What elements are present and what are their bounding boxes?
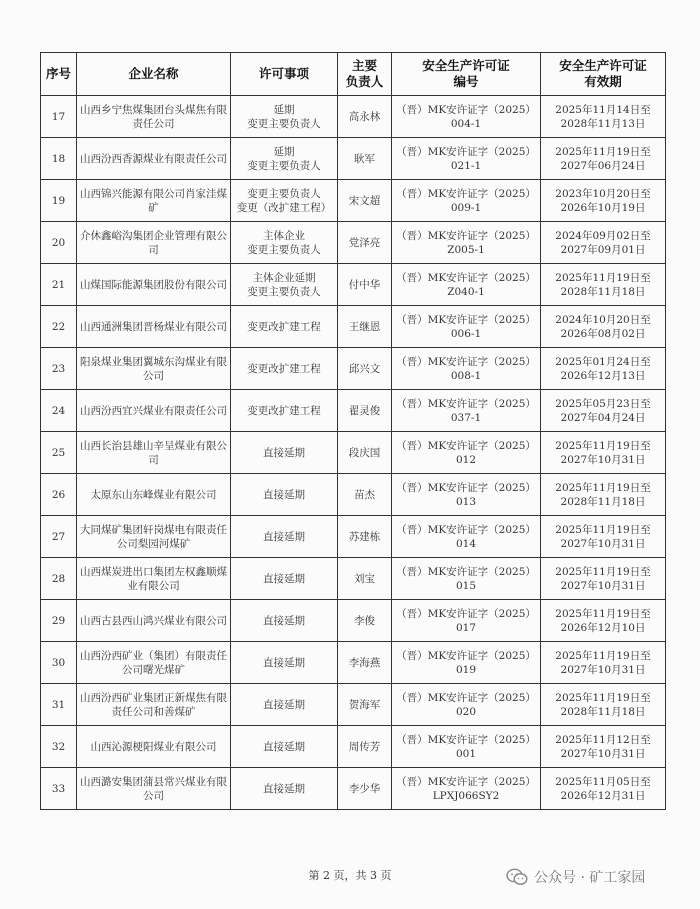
- cell-serial: 27: [41, 516, 77, 558]
- cell-person: 翟灵俊: [338, 390, 392, 432]
- table-row: [41, 264, 666, 306]
- table-row: [41, 222, 666, 264]
- table-row: [41, 642, 666, 684]
- cell-permit-item: 变更主要负责人 变更（改扩建工程）: [231, 180, 338, 222]
- cell-person: 付中华: [338, 264, 392, 306]
- cell-permit-item: 直接延期: [231, 726, 338, 768]
- table-header-row: [41, 53, 666, 96]
- watermark: [506, 867, 645, 887]
- cell-validity: 2025年11月19日至2027年06月24日: [541, 138, 666, 180]
- page-number: 第 2 页，共 3 页: [308, 869, 392, 882]
- cell-validity: 2025年11月19日至2026年12月10日: [541, 600, 666, 642]
- cell-serial: 22: [41, 306, 77, 348]
- table-row: [41, 432, 666, 474]
- cell-person: 苗杰: [338, 474, 392, 516]
- cell-serial: 33: [41, 768, 77, 810]
- cell-company: 太原东山东峰煤业有限公司: [77, 474, 231, 516]
- cell-permit-code: （晋）MK安许证字（2025）013: [392, 474, 541, 516]
- cell-permit-item: 直接延期: [231, 474, 338, 516]
- cell-serial: 25: [41, 432, 77, 474]
- cell-serial: 20: [41, 222, 77, 264]
- cell-serial: 32: [41, 726, 77, 768]
- cell-permit-item: 变更改扩建工程: [231, 390, 338, 432]
- cell-company: 山西乡宁焦煤集团台头煤焦有限责任公司: [77, 96, 231, 138]
- cell-person: 高永林: [338, 96, 392, 138]
- cell-validity: 2023年10月20日至2026年10月19日: [541, 180, 666, 222]
- table-row: [41, 768, 666, 810]
- cell-serial: 19: [41, 180, 77, 222]
- cell-permit-item: 直接延期: [231, 684, 338, 726]
- cell-validity: 2025年11月14日至2028年11月13日: [541, 96, 666, 138]
- cell-company: 山西汾西宜兴煤业有限责任公司: [77, 390, 231, 432]
- table-row: [41, 474, 666, 516]
- cell-person: 王继恩: [338, 306, 392, 348]
- cell-permit-code: （晋）MK安许证字（2025）014: [392, 516, 541, 558]
- table-row: [41, 138, 666, 180]
- cell-company: 山西锦兴能源有限公司肖家洼煤矿: [77, 180, 231, 222]
- cell-serial: 28: [41, 558, 77, 600]
- cell-person: 李俊: [338, 600, 392, 642]
- cell-person: 邱兴文: [338, 348, 392, 390]
- table-row: [41, 558, 666, 600]
- cell-person: 党泽亮: [338, 222, 392, 264]
- cell-serial: 18: [41, 138, 77, 180]
- cell-validity: 2025年11月19日至2027年10月31日: [541, 558, 666, 600]
- cell-permit-code: （晋）MK安许证字（2025）Z005-1: [392, 222, 541, 264]
- cell-validity: 2025年11月12日至2027年10月31日: [541, 726, 666, 768]
- cell-person: 苏建栋: [338, 516, 392, 558]
- cell-permit-item: 变更改扩建工程: [231, 306, 338, 348]
- header-person: 主要 负责人: [338, 53, 392, 96]
- cell-serial: 21: [41, 264, 77, 306]
- table-row: [41, 96, 666, 138]
- cell-company: 山西汾西香源煤业有限责任公司: [77, 138, 231, 180]
- cell-permit-item: 主体企业 变更主要负责人: [231, 222, 338, 264]
- cell-permit-code: （晋）MK安许证字（2025）017: [392, 600, 541, 642]
- cell-permit-code: （晋）MK安许证字（2025）006-1: [392, 306, 541, 348]
- cell-serial: 17: [41, 96, 77, 138]
- table-row: [41, 516, 666, 558]
- cell-company: 山西潞安集团蒲县常兴煤业有限公司: [77, 768, 231, 810]
- cell-company: 山西沁源梗阳煤业有限公司: [77, 726, 231, 768]
- cell-serial: 26: [41, 474, 77, 516]
- cell-permit-item: 延期 变更主要负责人: [231, 96, 338, 138]
- cell-permit-item: 直接延期: [231, 432, 338, 474]
- cell-company: 山西古县西山鸿兴煤业有限公司: [77, 600, 231, 642]
- cell-permit-code: （晋）MK安许证字（2025）020: [392, 684, 541, 726]
- cell-permit-code: （晋）MK安许证字（2025）019: [392, 642, 541, 684]
- watermark-text: 公众号 · 矿工家园: [534, 870, 646, 886]
- cell-validity: 2025年11月19日至2027年10月31日: [541, 432, 666, 474]
- cell-permit-item: 直接延期: [231, 768, 338, 810]
- cell-company: 介休鑫峪沟集团企业管理有限公司: [77, 222, 231, 264]
- cell-validity: 2025年01月24日至2026年12月13日: [541, 348, 666, 390]
- cell-permit-item: 变更改扩建工程: [231, 348, 338, 390]
- cell-person: 李海燕: [338, 642, 392, 684]
- permit-table: [40, 52, 666, 810]
- cell-permit-code: （晋）MK安许证字（2025）009-1: [392, 180, 541, 222]
- cell-permit-code: （晋）MK安许证字（2025）004-1: [392, 96, 541, 138]
- cell-validity: 2025年11月05日至2026年12月31日: [541, 768, 666, 810]
- cell-permit-item: 直接延期: [231, 600, 338, 642]
- cell-company: 阳泉煤业集团翼城东沟煤业有限公司: [77, 348, 231, 390]
- header-validity: 安全生产许可证 有效期: [541, 53, 666, 96]
- cell-serial: 29: [41, 600, 77, 642]
- cell-serial: 31: [41, 684, 77, 726]
- cell-validity: 2025年11月19日至2027年10月31日: [541, 642, 666, 684]
- cell-validity: 2025年11月19日至2028年11月18日: [541, 684, 666, 726]
- table-row: [41, 180, 666, 222]
- cell-company: 山西通洲集团晋杨煤业有限公司: [77, 306, 231, 348]
- cell-validity: 2025年11月19日至2028年11月18日: [541, 474, 666, 516]
- cell-serial: 23: [41, 348, 77, 390]
- cell-company: 山西汾西矿业集团正新煤焦有限责任公司和善煤矿: [77, 684, 231, 726]
- cell-validity: 2024年09月02日至2027年09月01日: [541, 222, 666, 264]
- header-serial: 序号: [41, 53, 77, 96]
- header-permit-code: 安全生产许可证 编号: [392, 53, 541, 96]
- table-row: [41, 348, 666, 390]
- cell-permit-item: 延期 变更主要负责人: [231, 138, 338, 180]
- cell-person: 周传芳: [338, 726, 392, 768]
- cell-permit-code: （晋）MK安许证字（2025）Z040-1: [392, 264, 541, 306]
- cell-person: 段庆国: [338, 432, 392, 474]
- cell-serial: 24: [41, 390, 77, 432]
- cell-permit-item: 直接延期: [231, 558, 338, 600]
- cell-validity: 2024年10月20日至2026年08月02日: [541, 306, 666, 348]
- cell-company: 大同煤矿集团轩岗煤电有限责任公司梨园河煤矿: [77, 516, 231, 558]
- wechat-icon: [506, 868, 528, 886]
- cell-company: 山煤国际能源集团股份有限公司: [77, 264, 231, 306]
- cell-permit-code: （晋）MK安许证字（2025）008-1: [392, 348, 541, 390]
- table-row: [41, 684, 666, 726]
- header-permit-item: 许可事项: [231, 53, 338, 96]
- table-row: [41, 306, 666, 348]
- cell-permit-code: （晋）MK安许证字（2025）021-1: [392, 138, 541, 180]
- cell-permit-item: 直接延期: [231, 516, 338, 558]
- cell-permit-code: （晋）MK安许证字（2025）015: [392, 558, 541, 600]
- cell-person: 贺海军: [338, 684, 392, 726]
- cell-person: 李少华: [338, 768, 392, 810]
- cell-permit-code: （晋）MK安许证字（2025）037-1: [392, 390, 541, 432]
- cell-permit-item: 主体企业延期 变更主要负责人: [231, 264, 338, 306]
- cell-permit-item: 直接延期: [231, 642, 338, 684]
- table-row: [41, 390, 666, 432]
- cell-permit-code: （晋）MK安许证字（2025）001: [392, 726, 541, 768]
- cell-validity: 2025年05月23日至2027年04月24日: [541, 390, 666, 432]
- cell-permit-code: （晋）MK安许证字（2025）012: [392, 432, 541, 474]
- header-company: 企业名称: [77, 53, 231, 96]
- cell-person: 刘宝: [338, 558, 392, 600]
- cell-permit-code: （晋）MK安许证字（2025）LPXJ066SY2: [392, 768, 541, 810]
- table-row: [41, 600, 666, 642]
- cell-validity: 2025年11月19日至2027年10月31日: [541, 516, 666, 558]
- cell-serial: 30: [41, 642, 77, 684]
- cell-person: 耿军: [338, 138, 392, 180]
- cell-validity: 2025年11月19日至2028年11月18日: [541, 264, 666, 306]
- cell-company: 山西汾西矿业（集团）有限责任公司曙光煤矿: [77, 642, 231, 684]
- table-row: [41, 726, 666, 768]
- cell-person: 宋文超: [338, 180, 392, 222]
- cell-company: 山西煤炭进出口集团左权鑫顺煤业有限公司: [77, 558, 231, 600]
- cell-company: 山西长治县雄山辛呈煤业有限公司: [77, 432, 231, 474]
